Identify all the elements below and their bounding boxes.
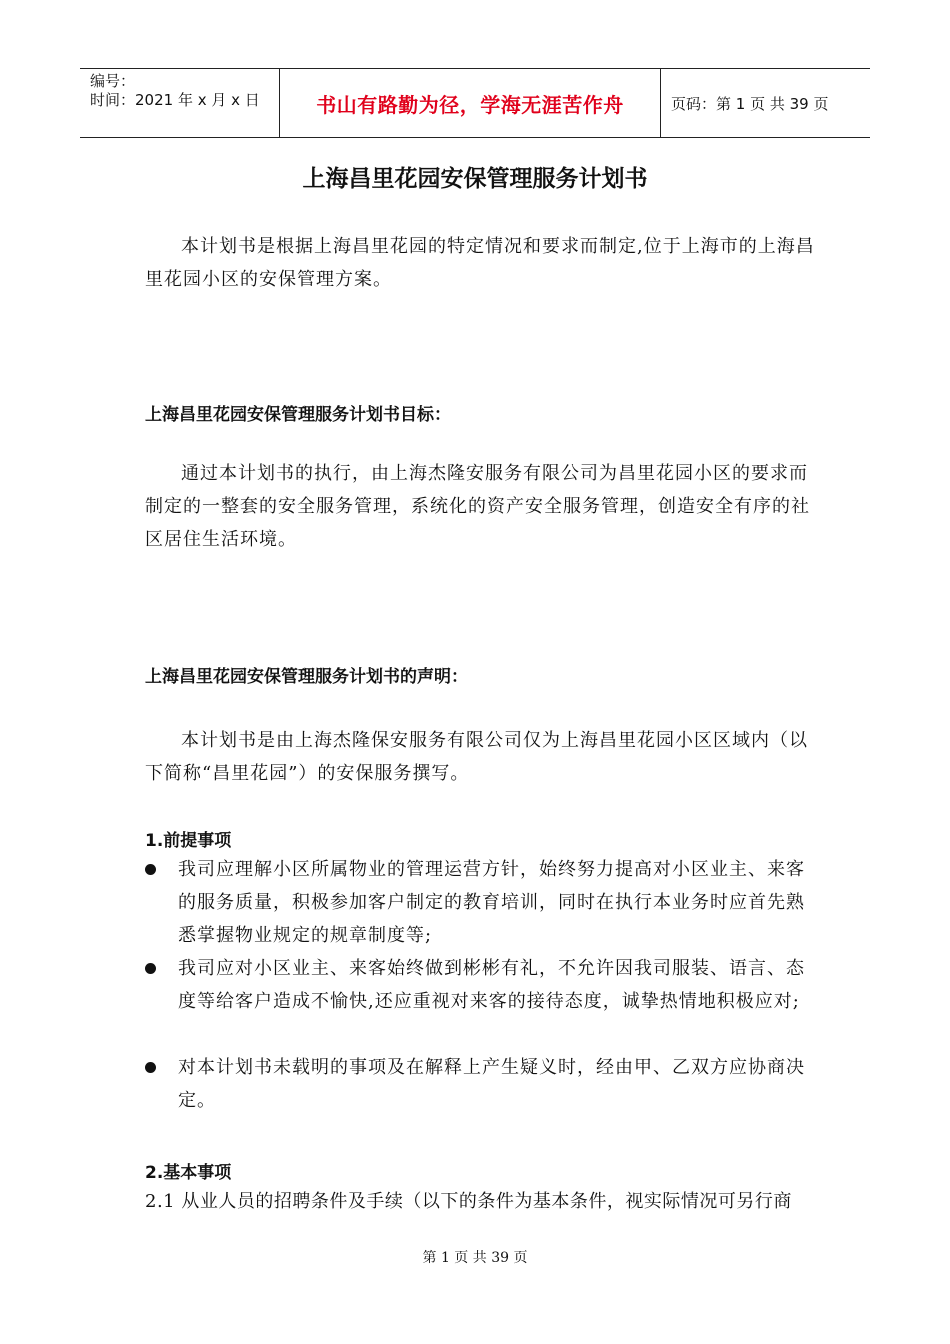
list-item-text: 我司应理解小区所属物业的管理运营方针，始终努力提高对小区业主、来客的服务质量，积极参加客户制定的教育培训，同时在执行本业务时应首先熟悉掌握物业规定的规章制度等;	[178, 859, 805, 946]
header-motto: 书山有路勤为径，学海无涯苦作舟	[280, 69, 661, 137]
document-title: 上海昌里花园安保管理服务计划书	[302, 166, 648, 192]
time-label: 时间：2021 年 x 月 x 日	[90, 91, 260, 109]
goal-heading: 上海昌里花园安保管理服务计划书目标：	[145, 405, 451, 425]
header-page-code: 页码：第 1 页 共 39 页	[671, 94, 829, 113]
bullet-icon	[145, 864, 156, 875]
intro-paragraph: 本计划书是根据上海昌里花园的特定情况和要求而制定,位于上海市的上海昌里花园小区的安保管理方案。	[145, 236, 815, 290]
section1-heading: 1.前提事项	[145, 831, 232, 851]
statement-paragraph: 本计划书是由上海杰隆保安服务有限公司仅为上海昌里花园小区区域内（以下简称“昌里花园”）的安保服务撰写。	[145, 730, 808, 784]
page-footer: 第 1 页 共 39 页	[422, 1250, 528, 1266]
goal-paragraph: 通过本计划书的执行，由上海杰隆安服务有限公司为昌里花园小区的要求而制定的一整套的安全服务管理，系统化的资产安全服务管理，创造安全有序的社区居住生活环境。	[145, 463, 810, 550]
number-label: 编号：	[90, 72, 136, 90]
statement-heading: 上海昌里花园安保管理服务计划书的声明：	[145, 667, 468, 687]
page-header	[80, 68, 870, 138]
list-item-text: 对本计划书未载明的事项及在解释上产生疑义时，经由甲、乙双方应协商决定。	[178, 1057, 805, 1111]
section2-heading: 2.基本事项	[145, 1163, 232, 1183]
bullet-icon	[145, 1062, 156, 1073]
list-item	[145, 952, 815, 1018]
item-2-1: 2.1 从业人员的招聘条件及手续（以下的条件为基本条件，视实际情况可另行商	[145, 1191, 792, 1212]
list-item	[145, 1051, 815, 1117]
list-item	[145, 853, 815, 952]
bullet-icon	[145, 963, 156, 974]
header-meta	[80, 69, 280, 137]
list-item-text: 我司应对小区业主、来客始终做到彬彬有礼，不允许因我司服装、语言、态度等给客户造成不愉快,还应重视对来客的接待态度，诚挚热情地积极应对;	[178, 958, 805, 1012]
